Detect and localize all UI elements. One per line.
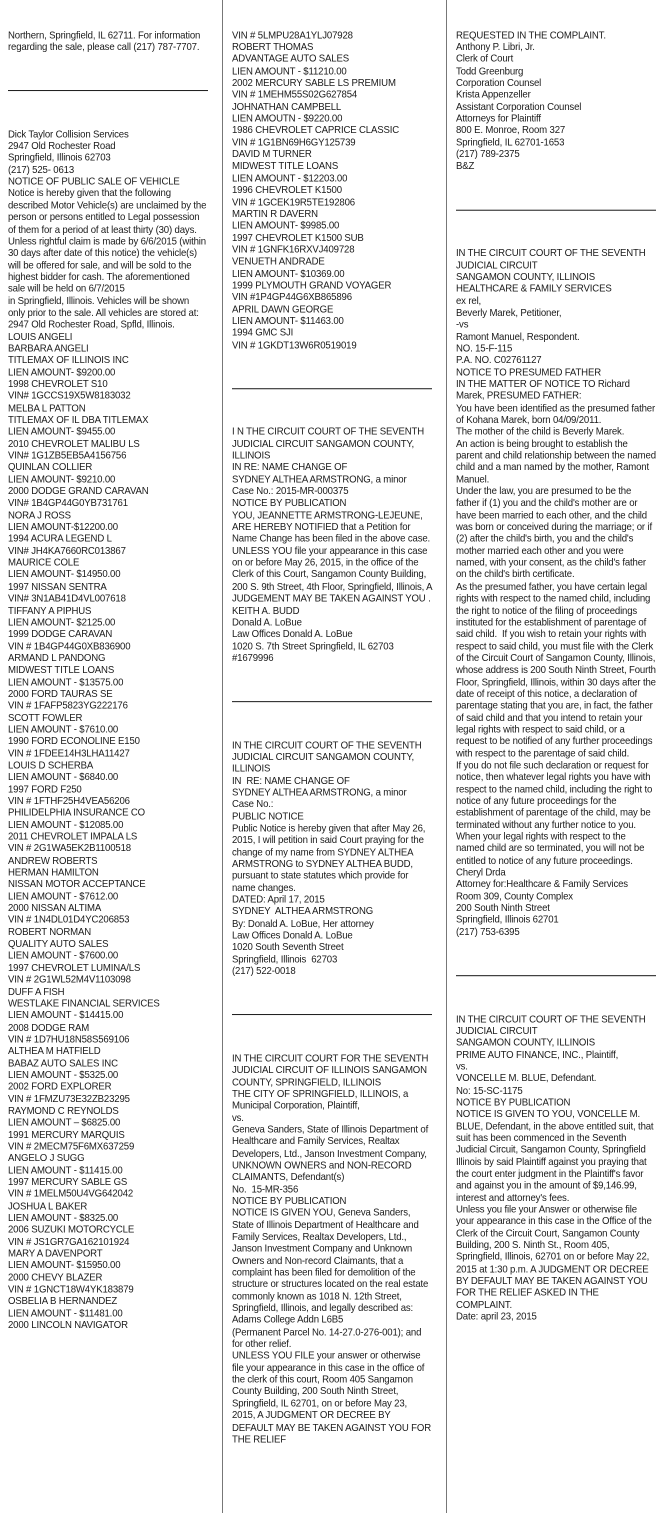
notice-demolition-complaint: IN THE CIRCUIT COURT FOR THE SEVENTH JUDICIAL CIRCUIT OF ILLINOIS SANGAMON COUNTY, SPRINGFIELD, ILLINOIS THE CITY OF SPRINGFIELD, ILLINOIS, a Municipal Corporation, Plaintiff, vs. Geneva Sanders, State of Illinois Department of Healthcare and Family Services, Realtax Developers, Ltd., Janson Investment Company, UNKNOWN OWNERS and NON-RECORD CLAIMANTS, Defendant(s) No. 15-MR-356 NOTICE BY PUBLICATION NOTICE IS GIVEN YOU, Geneva Sanders, State of Illinois Department of Healthcare and Family Services, Realtax Developers, Ltd., Janson Investment Company and Unknown Owners and Non-record Claimants, that a complaint has been filed for demolition of the structure or structures located on the real estate commonly known as 1018 N. 12th Street, Springfield, Illinois, and legally described as: Adams College Addn L6B5 (Permanent Parcel No. 14-27.0-276-001); and for other relief. UNLESS YOU FILE your answer or otherwise file your appearance in this case in the office of the clerk of this court, Room 405 Sangamon County Building, 200 South Ninth Street, Springfield, IL 62701, on or before May 23, 2015, A JUDGMENT OR DECREE BY DEFAULT MAY BE TAKEN AGAINST YOU FOR THE RELIEF [232,1052,431,1446]
notice-vehicle-list-continued: VIN # 5LMPU28A1YLJ07928 ROBERT THOMAS ADVANTAGE AUTO SALES LIEN AMOUNT - $11210.00 2002 MERCURY SABLE LS PREMIUM VIN # 1MEHM55S02G627854 JOHNATHAN CAMPBELL LIEN AMOUTN - $9220.00 1986 CHEVROLET CAPRICE CLASSIC VIN # 1G1BN69H6GY125739 DAVID M TURNER MIDWEST TITLE LOANS LIEN AMOUNT - $12203.00 1996 CHEVROLET K1500 VIN # 1GCEK19R5TE192806 MARTIN R DAVERN LIEN AMOUNT- $9985.00 1997 CHEVROLET K1500 SUB VIN # 1GNFK16RXVJ409728 VENUETH ANDRADE LIEN AMOUNT- $10369.00 1999 PLYMOUTH GRAND VOYAGER VIN #1P4GP44G6XB865896 APRIL DAWN GEORGE LIEN AMOUNT- $11463.00 1994 GMC SJI VIN # 1GKDT13W6R0519019 [232,29,400,352]
notice-separator [232,388,432,389]
notice-name-change-public: IN THE CIRCUIT COURT OF THE SEVENTH JUDICIAL CIRCUIT SANGAMON COUNTY, ILLINOIS IN RE: NAME CHANGE OF SYDNEY ALTHEA ARMSTRONG, a minor Case No.: PUBLIC NOTICE Public Notice is hereby given that after May 26, 2015, I will petition in said Court praying for the change of my name from SYDNEY ALTHEA ARMSTRONG to SYDNEY ALTHEA BUDD, pursuant to state statutes which provide for name changes. DATED: April 17, 2015 SYDNEY ALTHEA ARMSTRONG By: Donald A. LoBue, Her attorney Law Offices Donald A. LoBue 1020 South Seventh Street Springfield, Illinois 62703 (217) 522-0018 [232,739,426,978]
column-divider [446,0,447,1513]
column-2 [232,6,432,1458]
notice-sale-info-tail: Northern, Springfield, IL 62711. For information regarding the sale, please call (217) 787-7707. [8,29,203,54]
column-1 [8,6,208,1344]
column-divider [222,0,223,1513]
notice-separator [232,1014,432,1015]
notice-small-claims-publication: IN THE CIRCUIT COURT OF THE SEVENTH JUDICIAL CIRCUIT SANGAMON COUNTY, ILLINOIS PRIME AUTO FINANCE, INC., Plaintiff, vs. VONCELLE M. BLUE, Defendant. No: 15-SC-1175 NOTICE BY PUBLICATION NOTICE IS GIVEN TO YOU, VONCELLE M. BLUE, Defendant, in the above entitled suit, that suit has been commenced in the Seventh Judicial Circuit, Sangamon County, Springfield Illinois by said Plaintiff against you praying that the court enter judgment in the Plaintiff's favor and against you in the amount of $9,146.99, interest and attorney's fees. Unless you file your Answer or otherwise file your appearance in this case in the Office of the Clerk of the Circuit Court, Sangamon County Building, 200 S. Ninth St., Room 405, Springfield, Illinois, 62701 on or before May 22, 2015 at 1:30 p.m. A JUDGMENT OR DECREE BY DEFAULT MAY BE TAKEN AGAINST YOU FOR THE RELIEF ASKED IN THE COMPLAINT. Date: april 23, 2015 [456,1013,654,1323]
notice-separator [456,975,656,976]
notice-demolition-complaint-tail: REQUESTED IN THE COMPLAINT. Anthony P. Libri, Jr. Clerk of Court Todd Greenburg Corporation Counsel Krista Appenzeller Assistant Corporation Counsel Attorneys for Plaintiff 800 E. Monroe, Room 327 Springfield, IL 62701-1653 (217) 789-2375 B&Z [456,29,606,173]
notice-name-change-publication: I N THE CIRCUIT COURT OF THE SEVENTH JUDICIAL CIRCUIT SANGAMON COUNTY, ILLINOIS IN RE: NAME CHANGE OF SYDNEY ALTHEA ARMSTRONG, a minor Case No.: 2015-MR-000375 NOTICE BY PUBLICATION YOU, JEANNETTE ARMSTRONG-LEJEUNE, ARE HEREBY NOTIFIED that a Petition for Name Change has been filed in the above case. UNLESS YOU file your appearance in this case on or before May 26, 2015, in the office of the Clerk of this Court, Sangamon County Building, 200 S. 9th Street, 4th Floor, Springfield, Illinois, A JUDGEMENT MAY BE TAKEN AGAINST YOU . KEITH A. BUDD Donald A. LoBue Law Offices Donald A. LoBue 1020 S. 7th Street Springfield, IL 62703 #1679996 [232,426,432,665]
notice-separator [456,209,656,210]
notice-presumed-father: IN THE CIRCUIT COURT OF THE SEVENTH JUDICIAL CIRCUIT SANGAMON COUNTY, ILLINOIS HEALTHCARE & FAMILY SERVICES ex rel, Beverly Marek, Petitioner, -vs Ramont Manuel, Respondent. NO. 15-F-115 P.A. NO. C02761127 NOTICE TO PRESUMED FATHER IN THE MATTER OF NOTICE TO Richard Marek, PRESUMED FATHER: You have been identified as the presumed father of Kohana Marek, born 04/09/2011. The mother of the child is Beverly Marek. An action is being brought to establish the parent and child relationship between the named child and a man named by the mother, Ramont Manuel. Under the law, you are presumed to be the father if (1) you and the child's mother are or have been married to each other, and the child was born or conceived during the marriage; or if (2) after the child's birth, you and the child's mother married each other and you were named, with your consent, as the child's father on the child's birth certificate. As the presumed father, you have certain legal rights with respect to the named child, including the right to notice of the filing of proceedings instituted for the establishment of parentage of said child. If you wish to retain your rights with respect to said child, you must file with the Clerk of the Circuit Court of Sangamon County, Illinois, whose address is 200 South Ninth Street, Fourth Floor, Springfield, Illinois, within 30 days after the date of receipt of this notice, a declaration of parentage stating that you are, in fact, the father of said child and that you intend to retain your legal rights with respect to said child, or a request to be notified of any further proceedings with respect to the parentage of said child. If you do not file such declaration or request for notice, then whatever legal rights you have with respect to the named child, including the right to notice of any future proceedings for the establishment of parentage of the child, may be terminated without any further notice to you. When your legal rights with respect to the named child are so terminated, you will not be entitled to notice of any future proceedings. Cheryl Drda Attorney for:Healthcare & Family Services Room 309, County Complex 200 South Ninth Street Springfield, Illinois 62701 (217) 753-6395 [456,247,656,939]
notice-separator [8,90,208,91]
notice-separator [232,701,432,702]
notice-public-sale-vehicles: Dick Taylor Collision Services 2947 Old Rochester Road Springfield, Illinois 62703 (217) 525- 0613 NOTICE OF PUBLIC SALE OF VEHICLE Notice is hereby given that the following described Motor Vehicle(s) are unclaimed by the person or persons entitled to Legal possession of them for a period of at least thirty (30) days. Unless rightful claim is made by 6/6/2015 (within 30 days after date of this notice) the vehicle(s) will be offered for sale, and will be sold to the highest bidder for cash. The aforementioned sale will be held on 6/7/2015 in Springfield, Illinois. Vehicles will be shown only prior to the sale. All vehicles are stored at: 2947 Old Rochester Road, Spfld, Illinois. LOUIS ANGELI BARBARA ANGELI TITLEMAX OF ILLINOIS INC LIEN AMOUNT- $9200.00 1998 CHEVROLET S10 VIN# 1GCCS19X5W8183032 MELBA L PATTON TITLEMAX OF IL DBA TITLEMAX LIEN AMOUNT- $9455.00 2010 CHEVROLET MALIBU LS VIN# 1G1ZB5EB5A4156756 QUINLAN COLLIER LIEN AMOUNT- $9210.00 2000 DODGE GRAND CARAVAN VIN# 1B4GP44G0YB731761 NORA J ROSS LIEN AMOUNT-$12200.00 1994 ACURA LEGEND L VIN# JH4KA7660RC013867 MAURICE COLE LIEN AMOUNT- $14950.00 1997 NISSAN SENTRA VIN# 3N1AB41D4VL007618 TIFFANY A PIPHUS LIEN AMOUNT- $2125.00 1999 DODGE CARAVAN VIN # 1B4GP44G0XB836900 ARMAND L PANDONG MIDWEST TITLE LOANS LIEN AMOUNT - $13575.00 2000 FORD TAURAS SE VIN # 1FAFP5823YG222176 SCOTT FOWLER LIEN AMOUNT - $7610.00 1990 FORD ECONOLINE E150 VIN # 1FDEE14H3LHA11427 LOUIS D SCHERBA LIEN AMOUNT - $6840.00 1997 FORD F250 VIN # 1FTHF25H4VEA56206 PHILIDELPHIA INSURANCE CO LIEN AMOUNT - $12085.00 2011 CHEVROLET IMPALA LS VIN # 2G1WA5EK2B1100518 ANDREW ROBERTS HERMAN HAMILTON NISSAN MOTOR ACCEPTANCE LIEN AMOUNT - $7612.00 2000 NISSAN ALTIMA VIN # 1N4DL01D4YC206853 ROBERT NORMAN QUALITY AUTO SALES LIEN AMOUNT - $7600.00 1997 CHEVROLET LUMINA/LS VIN # 2G1WL52M4V1103098 DUFF A FISH WESTLAKE FINANCIAL SERVICES LIEN AMOUNT - $14415.00 2008 DODGE RAM VIN # 1D7HU18N58S569106 ALTHEA M HATFIELD BABAZ AUTO SALES INC LIEN AMOUNT - $5325.00 2002 FORD EXPLORER VIN # 1FMZU73E32ZB23295 RAYMOND C REYNOLDS LIEN AMOUNT – $6825.00 1991 MERCURY MARQUIS VIN # 2MECM75F6MX637259 ANGELO J SUGG LIEN AMOUNT - $11415.00 1997 MERCURY SABLE GS VIN # 1MELM50U4VG642042 JOSHUA L BAKER LIEN AMOUNT - $8325.00 2006 SUZUKI MOTORCYCLE VIN # JS1GR7GA162101924 MARY A DAVENPORT LIEN AMOUNT- $15950.00 2000 CHEVY BLAZER VIN # 1GNCT18W4YK183879 OSBELIA B HERNANDEZ LIEN AMOUNT - $11481.00 2000 LINCOLN NAVIGATOR [8,128,207,1332]
column-3 [456,6,656,1335]
